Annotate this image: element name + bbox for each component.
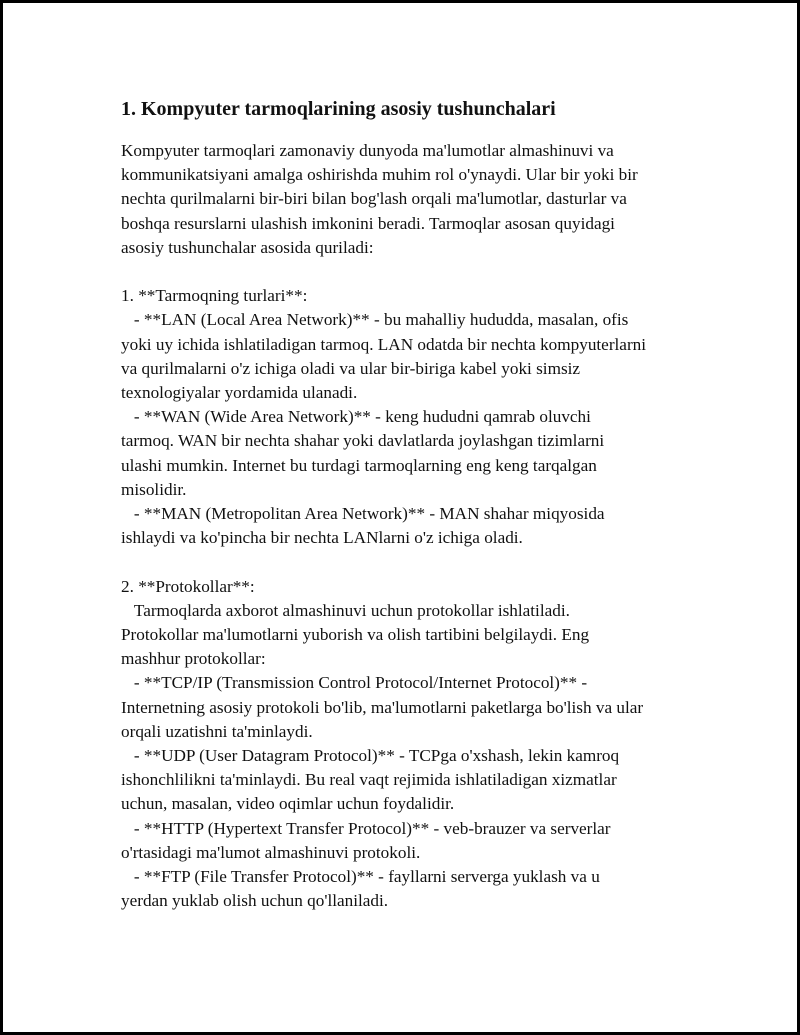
paragraph-gap <box>121 550 691 574</box>
document-heading: 1. Kompyuter tarmoqlarining asosiy tushunchalari <box>121 98 556 120</box>
paragraph-gap <box>121 260 691 284</box>
list-item-wan: - **WAN (Wide Area Network)** - keng hududni qamrab oluvchi tarmoq. WAN bir nechta shahar yoki davlatlarda joylashgan tizimlarni ulashi mumkin. Internet bu turdagi tarmoqlarning eng keng tarqalgan misolidir. <box>121 407 605 499</box>
list-item-man: - **MAN (Metropolitan Area Network)** - MAN shahar miqyosida ishlaydi va ko'pincha bir nechta LANlarni o'z ichiga oladi. <box>121 504 605 548</box>
list-item-http: - **HTTP (Hypertext Transfer Protocol)** - veb-brauzer va serverlar o'rtasidagi ma'lumot almashinuvi protokoli. <box>121 818 611 862</box>
document-body <box>121 95 691 913</box>
protocols-intro: Tarmoqlarda axborot almashinuvi uchun protokollar ishlatiladi. Protokollar ma'lumotlarni yuborish va olish tartibini belgilaydi. Eng mashhur protokollar: <box>121 600 590 669</box>
list-item-udp: - **UDP (User Datagram Protocol)** - TCPga o'xshash, lekin kamroq ishonchlilikni ta'minlaydi. Bu real vaqt rejimida ishlatiladigan xizmatlar uchun, masalan, video oqimlar uchun foydalidir. <box>121 746 620 814</box>
list-item-lan: - **LAN (Local Area Network)** - bu mahalliy hududda, masalan, ofis yoki uy ichida ishlatiladigan tarmoq. LAN odatda bir nechta kompyuterlarni va qurilmalarni o'z ichiga oladi va ular bir-biriga kabel yoki simsiz texnologiyalar yordamida ulanadi. <box>121 310 647 403</box>
section-title-protocols: 2. **Protokollar**: <box>121 576 255 596</box>
section-title-network-types: 1. **Tarmoqning turlari**: <box>121 286 308 306</box>
intro-paragraph: Kompyuter tarmoqlari zamonaviy dunyoda ma'lumotlar almashinuvi va kommunikatsiyani amalga oshirishda muhim rol o'ynaydi. Ular bir yoki bir nechta qurilmalarni bir-biri bilan bog'lash orqali ma'lumotlar, dasturlar va boshqa resurslarni ulashish imkonini beradi. Tarmoqlar asosan quyidagi asosiy tushunchalar asosida quriladi: <box>121 141 638 257</box>
list-item-tcp-ip: - **TCP/IP (Transmission Control Protocol/Internet Protocol)** - Internetning asosiy protokoli bo'lib, ma'lumotlarni paketlarga bo'lish va ular orqali uzatishni ta'minlaydi. <box>121 673 644 741</box>
list-item-ftp: - **FTP (File Transfer Protocol)** - fayllarni serverga yuklash va u yerdan yuklab olish uchun qo'llaniladi. <box>121 867 600 911</box>
